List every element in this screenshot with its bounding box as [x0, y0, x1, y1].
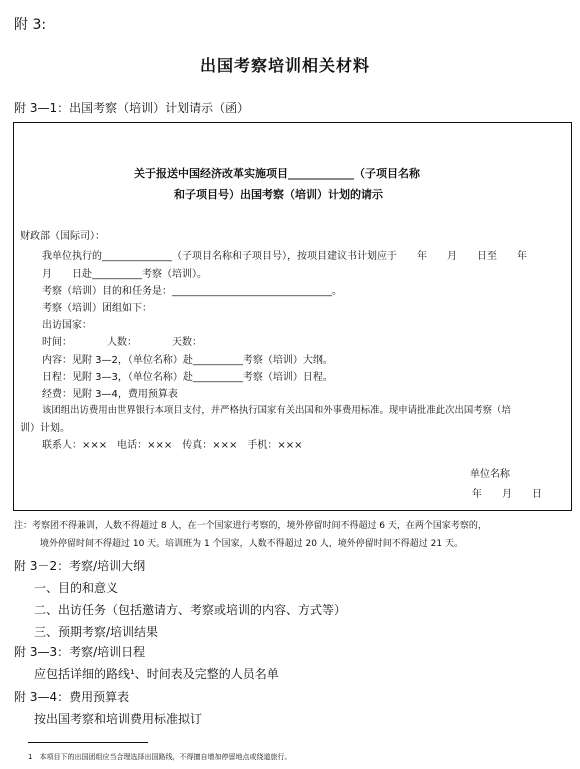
outline-item-2: 二、出访任务（包括邀请方、考察或培训的内容、方式等）	[34, 603, 347, 617]
schedule-text: 应包括详细的路线¹、时间表及完整的人员名单	[34, 667, 279, 681]
group-line: 考察（培训）团组如下：	[42, 303, 152, 314]
budget-text: 按出国考察和培训费用标准拟订	[34, 712, 203, 726]
footnote-divider	[28, 742, 148, 743]
content-row: 内容：见附 3—2，（单位名称）赴__________考察（培训）大纲。	[42, 355, 333, 366]
letter-title-line2: 和子项目号）出国考察（培训）计划的请示	[174, 188, 383, 201]
schedule-row: 日程：见附 3—3，（单位名称）赴__________考察（培训）日程。	[42, 372, 333, 383]
request-letter-box	[13, 122, 572, 511]
section-3-2-heading: 附 3－2：考察/培训大纲	[14, 559, 146, 573]
time-row: 时间： 人数： 天数：	[42, 337, 202, 348]
funds-row: 经费：见附 3—4，费用预算表	[42, 389, 178, 400]
section-3-3-heading: 附 3—3：考察/培训日程	[14, 645, 146, 659]
footnote: 1 本项目下的出国团组应当合理选择出国路线，不得擅自增加停留地点或绕道旅行。	[28, 753, 292, 761]
outline-item-3: 三、预期考察/培训结果	[34, 625, 159, 639]
para-line1: 该团组出访费用由世界银行本项目支付，并严格执行国家有关出国和外事费用标准。现申请批准此次出国考察（培	[42, 405, 511, 416]
contact-line: 联系人：××× 电话：××× 传真：××× 手机：×××	[42, 440, 303, 451]
body-line2: 月 日赴__________考察（培训）。	[42, 269, 207, 280]
section-3-4-heading: 附 3—4：费用预算表	[14, 690, 130, 704]
unit-name-signature: 单位名称	[470, 469, 510, 480]
countries-line: 出访国家：	[42, 320, 92, 331]
section-3-1-heading: 附 3—1：出国考察（培训）计划请示（函）	[14, 101, 250, 115]
outline-item-1: 一、目的和意义	[34, 581, 119, 595]
para-line2: 训）计划。	[20, 423, 70, 434]
note-line1: 注：考察团不得兼训，人数不得超过 8 人，在一个国家进行考察的，境外停留时间不得超过 6 天，在两个国家考察的，	[14, 521, 487, 531]
addressee: 财政部（国际司）：	[20, 231, 105, 242]
body-line1: 我单位执行的______________（子项目名称和子项目号），按项目建议书计划应于 年 月 日至 年	[42, 251, 527, 262]
note-line2: 境外停留时间不得超过 10 天。培训班为 1 个国家，人数不得超过 20 人，境外停留时间不得超过 21 天。	[40, 539, 463, 549]
letter-title-line1: 关于报送中国经济改革实施项目____________（子项目名称	[134, 167, 420, 180]
purpose-line: 考察（培训）目的和任务是：________________________________。	[42, 286, 342, 297]
page-title: 出国考察培训相关材料	[200, 56, 371, 75]
date-signature: 年 月 日	[472, 489, 542, 500]
attachment-label: 附 3:	[14, 17, 47, 33]
